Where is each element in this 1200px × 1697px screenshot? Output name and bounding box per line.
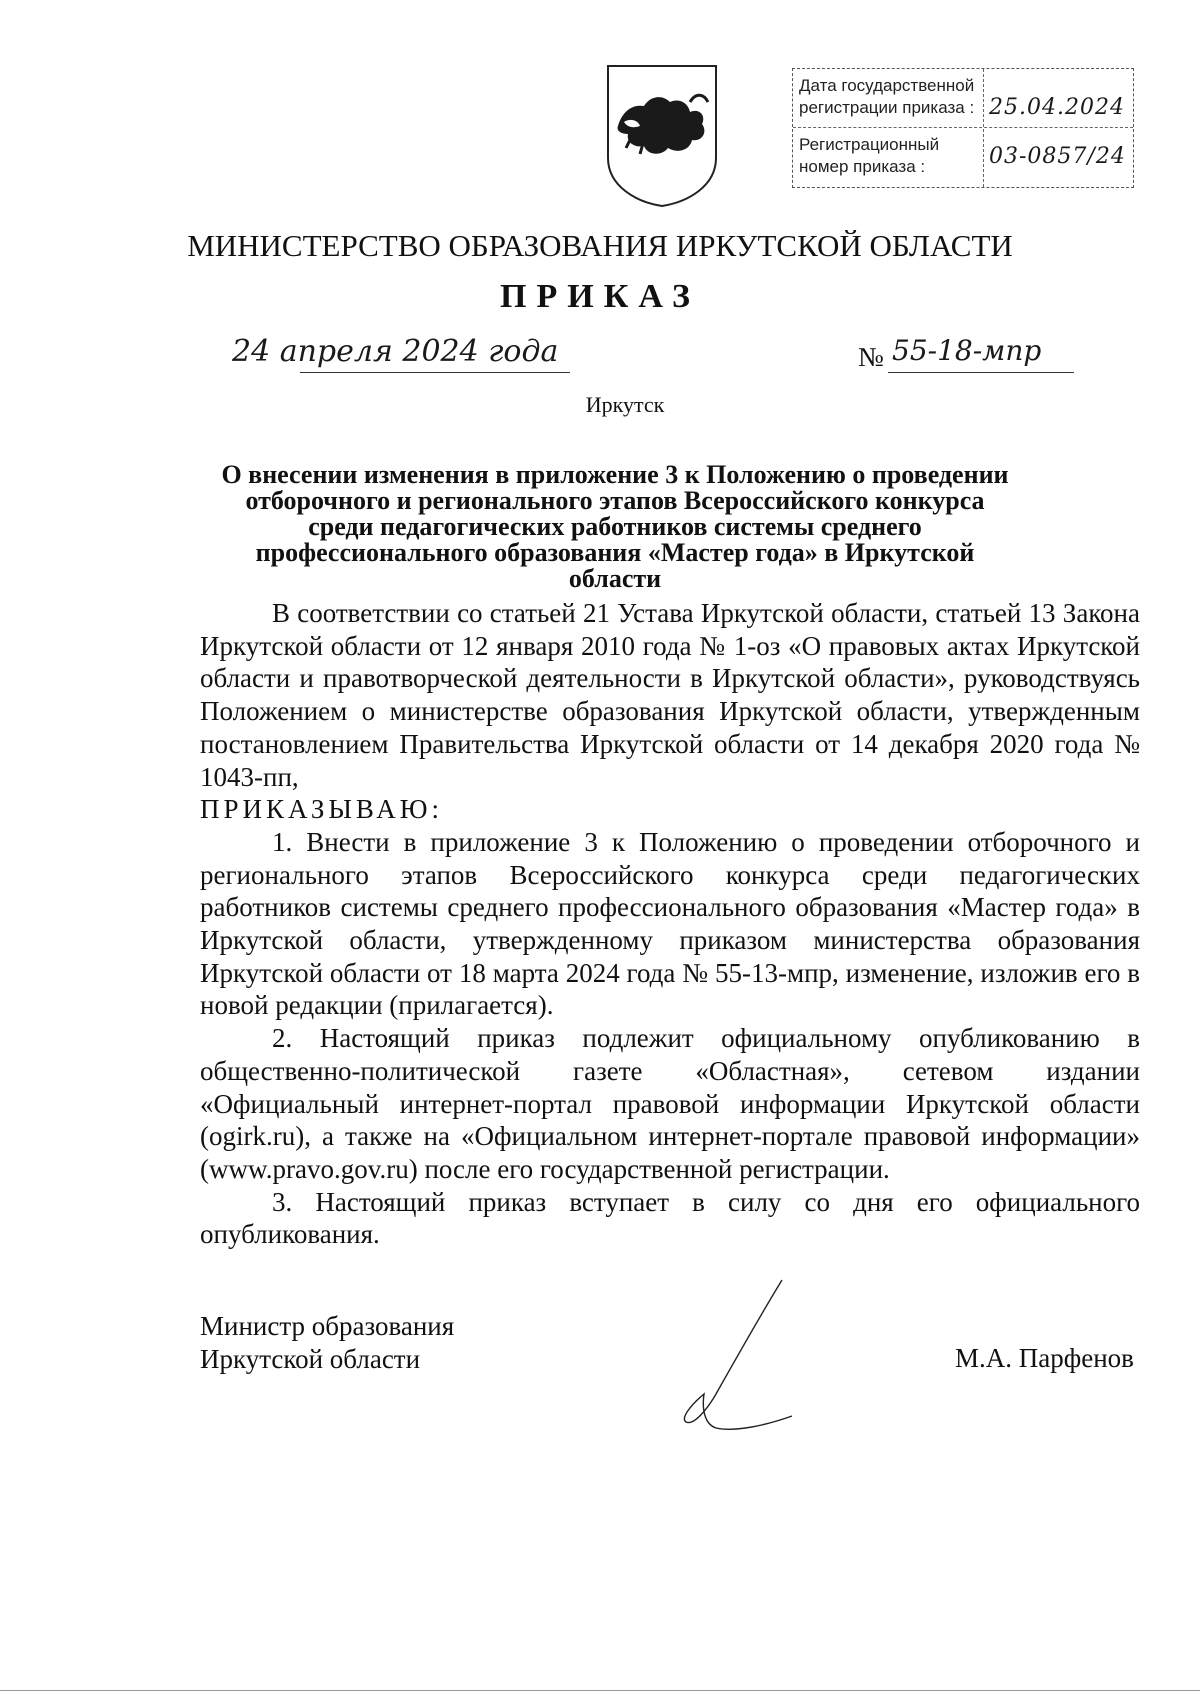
number-underline	[888, 372, 1074, 373]
reg-number-value: 03-0857/24	[989, 144, 1126, 169]
order-item-1: 1. Внести в приложение 3 к Положению о проведении отборочного и регионального этапов Всероссийского конкурса среди педагогических работников системы среднего профессионального образования «Мастер года» в Иркутской области, утвержденному приказом министерства образования Иркутской области от 18 марта 2024 года № 55-13-мпр, изменение, изложив его в новой редакции (прилагается).	[200, 826, 1140, 1021]
coat-of-arms-icon	[604, 62, 720, 208]
handwritten-number: 55-18-мпр	[892, 334, 1042, 367]
signatory-position	[200, 1310, 454, 1376]
position-line-2: Иркутской области	[200, 1344, 421, 1374]
order-item-2: 2. Настоящий приказ подлежит официальному опубликованию в общественно-политической газете «Областная», сетевом издании «Официальный интернет-портал правовой информации Иркутской области (ogirk.ru), а также на «Официальном интернет-портале правовой информации» (www.pravo.gov.ru) после его государственной регистрации.	[200, 1023, 1140, 1184]
reg-date-value: 25.04.2024	[989, 95, 1125, 120]
document-type: ПРИКАЗ	[500, 278, 700, 315]
handwritten-date: 24 апреля 2024 года	[232, 334, 559, 369]
signatory-name: М.А. Парфенов	[955, 1343, 1134, 1373]
document-subject: О внесении изменения в приложение 3 к Положению о проведении отборочного и регионального этапов Всероссийского конкурса среди педагогических работников системы среднего профессионального образования «Мастер года» в Иркутской области	[221, 460, 1009, 593]
page-bottom-edge	[0, 1690, 1200, 1691]
stamp-row-number	[793, 128, 1133, 186]
order-word: ПРИКАЗЫВАЮ:	[200, 794, 443, 825]
order-item-3: 3. Настоящий приказ вступает в силу со дня его официального опубликования.	[200, 1186, 1140, 1250]
stamp-row-date	[793, 69, 1133, 128]
document-body	[200, 597, 1140, 1251]
ministry-name: МИНИСТЕРСТВО ОБРАЗОВАНИЯ ИРКУТСКОЙ ОБЛАСТИ	[187, 228, 1013, 263]
handwritten-signature	[664, 1276, 804, 1436]
stamp-divider	[983, 69, 984, 187]
reg-date-label: Дата государственной регистрации приказа :	[799, 76, 975, 117]
registration-stamp	[792, 68, 1134, 188]
reg-number-label: Регистрационный номер приказа :	[799, 135, 940, 176]
position-line-1: Министр образования	[200, 1311, 455, 1341]
number-sign: №	[858, 342, 884, 372]
city: Иркутск	[585, 392, 665, 417]
preamble-paragraph: В соответствии со статьей 21 Устава Иркутской области, статьей 13 Закона Иркутской области от 12 января 2010 года № 1-оз «О правовых актах Иркутской области и правотворческой деятельности в Иркутской области», руководствуясь Положением о министерстве образования Иркутской области, утвержденным постановлением Правительства Иркутской области от 14 декабря 2020 года № 1043-пп,	[200, 598, 1140, 792]
date-underline	[300, 372, 570, 373]
